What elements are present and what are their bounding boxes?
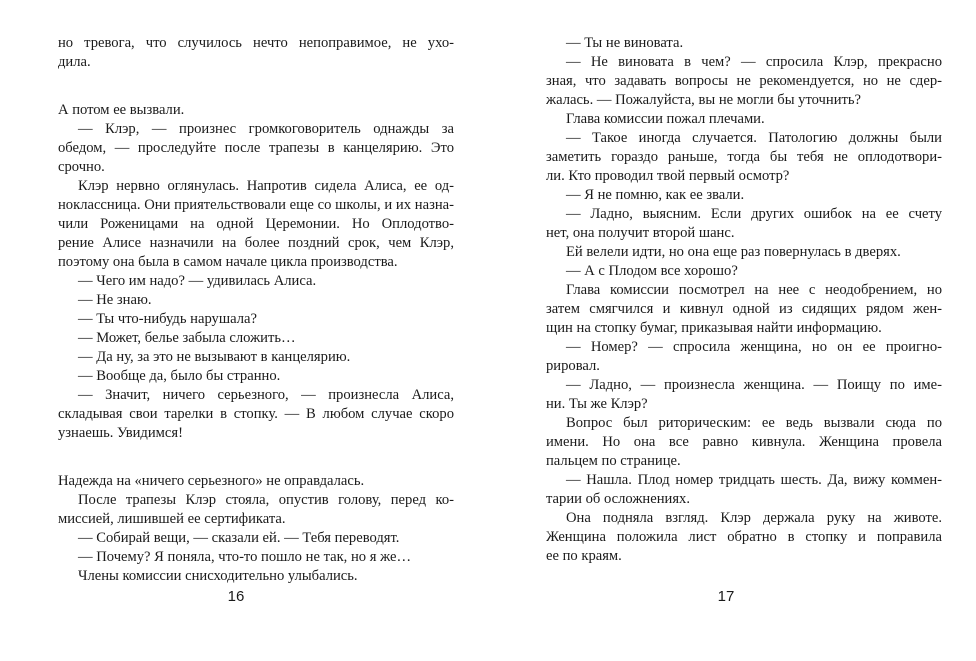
text-line: нет, она получит второй шанс. <box>546 225 735 241</box>
text-line: — Клэр, — произнес громкоговоритель однажды за <box>78 121 454 137</box>
text-line: чили Роженицами на одной Церемонии. Но Оплодотво- <box>58 216 454 232</box>
text-line: — Почему? Я поняла, что-то пошло не так, но я же… <box>78 549 412 565</box>
text-line: зная, что задавать вопросы не рекомендуется, но не сдер- <box>546 73 942 89</box>
text-line: — Такое иногда случается. Патологию должны были <box>566 130 942 146</box>
text-line: ли. Кто проводил твой первый осмотр? <box>546 168 790 184</box>
text-line: ни. Ты же Клэр? <box>546 396 648 412</box>
text-line: Вопрос был риторическим: ее ведь вызвали сюда по <box>566 415 942 431</box>
text-line: поэтому она была в самом начале цикла производства. <box>58 254 398 270</box>
text-line: — Не виновата в чем? — спросила Клэр, прекрасно <box>566 54 942 70</box>
text-line: Глава комиссии пожал плечами. <box>566 111 765 127</box>
text-line: тарии об осложнениях. <box>546 491 690 507</box>
text-line: рировал. <box>546 358 600 374</box>
left-page <box>58 34 454 594</box>
text-line: — Чего им надо? — удивилась Алиса. <box>78 273 317 289</box>
text-line: обедом, — проследуйте после трапезы в канцелярию. Это <box>58 140 454 156</box>
text-line: — Ты что-нибудь нарушала? <box>78 311 257 327</box>
text-line: — Ладно, выясним. Если других ошибок на ее счету <box>566 206 942 222</box>
text-line: — Номер? — спросила женщина, но он ее проигно- <box>566 339 942 355</box>
text-line: — Да ну, за это не вызывают в канцелярию. <box>78 349 351 365</box>
text-line: дила. <box>58 54 91 70</box>
text-line: ее по краям. <box>546 548 622 564</box>
text-line: После трапезы Клэр стояла, опустив голову, перед ко- <box>78 492 454 508</box>
text-line: — Значит, ничего серьезного, — произнесла Алиса, <box>78 387 454 403</box>
text-line: — Ты не виновата. <box>566 35 684 51</box>
text-line: А потом ее вызвали. <box>58 102 185 118</box>
text-line: Члены комиссии снисходительно улыбались. <box>78 568 358 584</box>
page-number-left: 16 <box>227 588 245 605</box>
text-line: — Вообще да, было бы странно. <box>78 368 281 384</box>
text-line: но тревога, что случилось нечто непоправимое, не ухо- <box>58 35 454 51</box>
text-line: заметить гораздо раньше, тогда бы тебя не оплодотвори- <box>546 149 942 165</box>
text-line: — Нашла. Плод номер тридцать шесть. Да, вижу коммен- <box>566 472 942 488</box>
text-line: ноклассница. Они приятельствовали еще со школы, и их назна- <box>58 197 454 213</box>
text-line: затем смягчился и кивнул одной из сидящих рядом жен- <box>546 301 942 317</box>
text-line: Надежда на «ничего серьезного» не оправдалась. <box>58 473 365 489</box>
text-line: складывая свои тарелки в стопку. — В любом случае скоро <box>58 406 454 422</box>
text-line: — А с Плодом все хорошо? <box>566 263 738 279</box>
text-line: — Я не помню, как ее звали. <box>566 187 745 203</box>
text-line: — Ладно, — произнесла женщина. — Поищу по име- <box>566 377 942 393</box>
text-line: рение Алисе назначили на более поздний срок, чем Клэр, <box>58 235 454 251</box>
text-line: пальцем по странице. <box>546 453 681 469</box>
text-line: имени. Но она все равно кивнула. Женщина провела <box>546 434 942 450</box>
text-line: — Собирай вещи, — сказали ей. — Тебя переводят. <box>78 530 400 546</box>
text-line: жалась. — Пожалуйста, вы не могли бы уточнить? <box>546 92 862 108</box>
text-line: Ей велели идти, но она еще раз повернулась в дверях. <box>566 244 901 260</box>
text-line: узнаешь. Увидимся! <box>58 425 183 441</box>
right-page <box>546 34 942 594</box>
text-line: срочно. <box>58 159 105 175</box>
text-line: — Не знаю. <box>78 292 152 308</box>
text-line: Она подняла взгляд. Клэр держала руку на животе. <box>566 510 942 526</box>
text-line: Женщина положила лист обратно в стопку и поправила <box>546 529 942 545</box>
text-line: — Может, белье забыла сложить… <box>78 330 296 346</box>
text-line: Глава комиссии посмотрел на нее с неодобрением, но <box>566 282 942 298</box>
page-number-right: 17 <box>717 588 735 605</box>
text-line: Клэр нервно оглянулась. Напротив сидела Алиса, ее од- <box>78 178 454 194</box>
text-line: миссией, лишившей ее сертификата. <box>58 511 286 527</box>
text-line: щин на стопку бумаг, приказывая найти информацию. <box>546 320 882 336</box>
